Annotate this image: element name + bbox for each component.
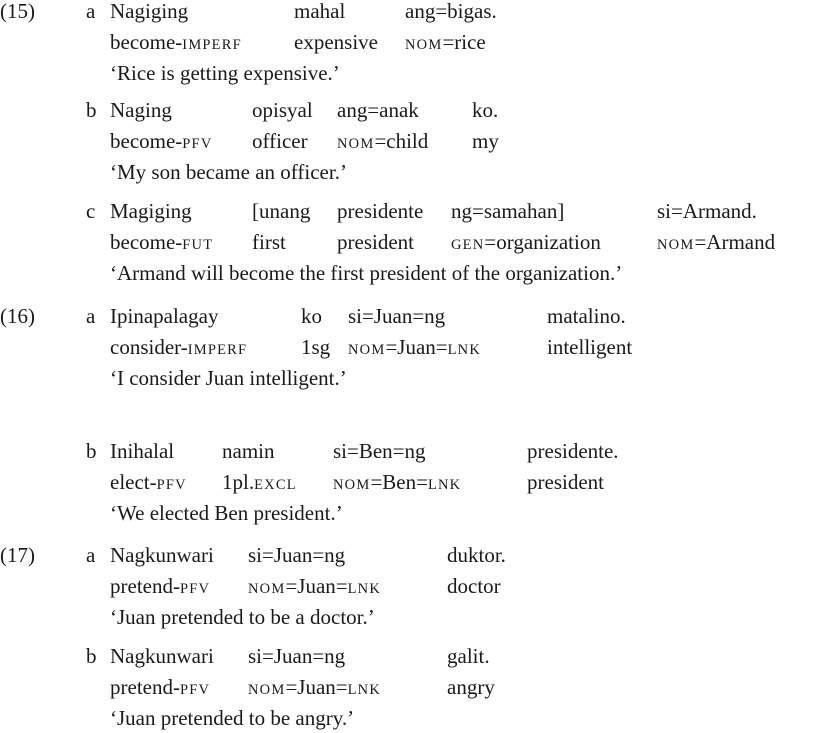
gloss-abbreviation: LNK: [347, 581, 382, 597]
free-translation: ‘Juan pretended to be a doctor.’: [110, 605, 375, 629]
gloss-abbreviation: NOM: [337, 136, 375, 152]
source-word: matalino.: [547, 304, 626, 328]
gloss-abbreviation: IMPERF: [182, 37, 242, 53]
source-word: Naging: [110, 98, 172, 122]
gloss-text: =Juan=: [285, 574, 348, 598]
free-translation: ‘Juan pretended to be angry.’: [110, 706, 355, 730]
gloss-text: =Armand: [694, 230, 776, 254]
gloss-abbreviation: LNK: [447, 342, 482, 358]
source-word: namin: [222, 439, 275, 463]
gloss-text: 1pl.: [222, 470, 255, 494]
gloss-abbreviation: NOM: [248, 682, 286, 698]
gloss-word: [110, 576, 210, 597]
gloss-text: president: [527, 470, 604, 494]
gloss-text: president: [337, 230, 414, 254]
gloss-abbreviation: PFV: [179, 682, 211, 698]
source-word: mahal: [294, 0, 346, 23]
gloss-abbreviation: PFV: [182, 136, 213, 152]
gloss-word: [527, 472, 604, 493]
gloss-word: [451, 232, 601, 253]
source-word: si=Ben=ng: [333, 439, 426, 463]
gloss-text: elect-: [110, 470, 157, 494]
gloss-abbreviation: NOM: [248, 581, 286, 597]
source-word: Ipinapalagay: [110, 304, 219, 328]
gloss-word: [447, 677, 495, 698]
source-word: galit.: [447, 644, 490, 668]
gloss-text: =organization: [484, 230, 601, 254]
gloss-text: =Ben=: [370, 470, 428, 494]
example-number: (16): [0, 304, 35, 328]
gloss-word: [110, 32, 242, 53]
sub-example-label: b: [86, 644, 97, 668]
gloss-word: [657, 232, 775, 253]
gloss-text: =child: [374, 129, 429, 153]
gloss-word: [547, 337, 632, 358]
example-number: (17): [0, 543, 35, 567]
gloss-abbreviation: PFV: [179, 581, 211, 597]
source-word: Nagiging: [110, 0, 189, 23]
gloss-abbreviation: NOM: [333, 477, 371, 493]
gloss-abbreviation: IMPERF: [187, 342, 248, 358]
source-word: Inihalal: [110, 439, 175, 463]
gloss-word: [472, 131, 499, 152]
source-word: presidente.: [527, 439, 619, 463]
source-word: presidente: [337, 199, 424, 223]
gloss-word: [337, 131, 428, 152]
gloss-abbreviation: NOM: [348, 342, 386, 358]
gloss-text: first: [252, 230, 286, 254]
source-word: opisyal: [252, 98, 313, 122]
source-word: si=Juan=ng: [248, 644, 346, 668]
gloss-text: become-: [110, 30, 183, 54]
source-word: ng=samahan]: [451, 199, 565, 223]
sub-example-label: a: [86, 543, 96, 567]
gloss-text: pretend-: [110, 675, 180, 699]
gloss-word: [252, 232, 286, 253]
source-word: ang=bigas.: [405, 0, 497, 23]
gloss-text: expensive: [294, 30, 378, 54]
gloss-text: =Juan=: [385, 335, 448, 359]
gloss-word: [301, 337, 330, 358]
gloss-text: 1sg: [301, 335, 331, 359]
source-word: si=Juan=ng: [348, 304, 446, 328]
gloss-word: [110, 232, 213, 253]
gloss-word: [447, 576, 501, 597]
gloss-text: intelligent: [547, 335, 633, 359]
source-word: Magiging: [110, 199, 192, 223]
gloss-abbreviation: FUT: [182, 237, 214, 253]
sub-example-label: b: [86, 439, 97, 463]
gloss-abbreviation: EXCL: [254, 477, 297, 493]
gloss-abbreviation: GEN: [451, 237, 485, 253]
gloss-text: doctor: [447, 574, 501, 598]
gloss-word: [222, 472, 297, 493]
gloss-abbreviation: NOM: [405, 37, 443, 53]
source-word: ang=anak: [337, 98, 419, 122]
gloss-word: [248, 576, 381, 597]
source-word: ko: [301, 304, 322, 328]
gloss-word: [110, 337, 247, 358]
source-word: duktor.: [447, 543, 506, 567]
free-translation: ‘Armand will become the first president of the organization.’: [110, 261, 623, 285]
free-translation: ‘Rice is getting expensive.’: [110, 61, 340, 85]
gloss-text: become-: [110, 129, 183, 153]
free-translation: ‘I consider Juan intelligent.’: [110, 366, 347, 390]
source-word: ko.: [472, 98, 499, 122]
gloss-text: my: [472, 129, 499, 153]
example-number: (15): [0, 0, 35, 23]
gloss-text: angry: [447, 675, 495, 699]
gloss-text: =rice: [442, 30, 486, 54]
gloss-word: [348, 337, 481, 358]
sub-example-label: c: [86, 199, 96, 223]
free-translation: ‘My son became an officer.’: [110, 160, 347, 184]
gloss-abbreviation: PFV: [156, 477, 187, 493]
gloss-abbreviation: LNK: [347, 682, 382, 698]
gloss-text: officer: [252, 129, 308, 153]
source-word: [unang: [252, 199, 311, 223]
gloss-word: [294, 32, 378, 53]
source-word: Nagkunwari: [110, 644, 214, 668]
gloss-abbreviation: LNK: [427, 477, 462, 493]
gloss-word: [110, 472, 187, 493]
gloss-abbreviation: NOM: [657, 237, 695, 253]
gloss-word: [110, 677, 210, 698]
gloss-word: [110, 131, 213, 152]
gloss-text: =Juan=: [285, 675, 348, 699]
sub-example-label: a: [86, 0, 96, 23]
source-word: si=Armand.: [657, 199, 757, 223]
free-translation: ‘We elected Ben president.’: [110, 501, 343, 525]
gloss-word: [252, 131, 308, 152]
source-word: si=Juan=ng: [248, 543, 346, 567]
gloss-word: [333, 472, 461, 493]
gloss-word: [248, 677, 381, 698]
gloss-word: [337, 232, 414, 253]
gloss-text: consider-: [110, 335, 188, 359]
sub-example-label: a: [86, 304, 96, 328]
gloss-text: pretend-: [110, 574, 180, 598]
gloss-word: [405, 32, 486, 53]
source-word: Nagkunwari: [110, 543, 214, 567]
gloss-text: become-: [110, 230, 183, 254]
sub-example-label: b: [86, 98, 97, 122]
